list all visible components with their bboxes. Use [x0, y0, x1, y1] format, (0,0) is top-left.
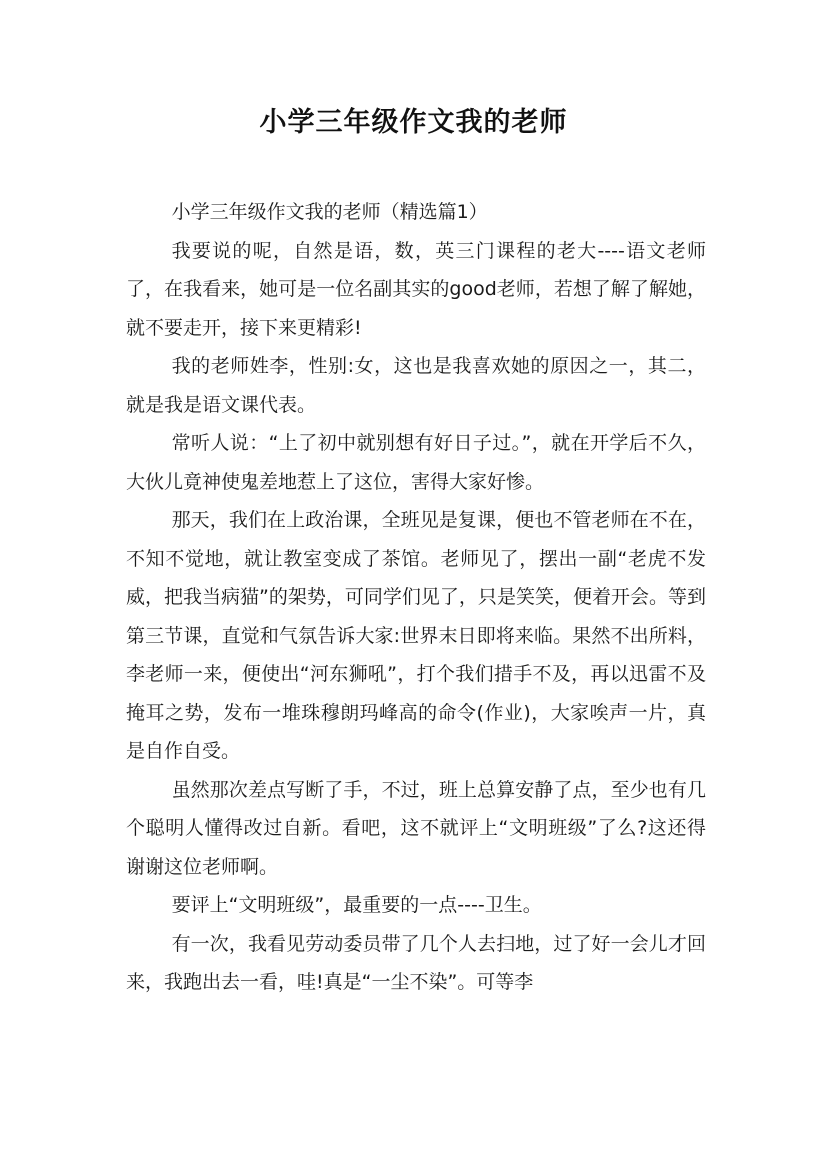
paragraph: 那天，我们在上政治课，全班见是复课，便也不管老师在不在，不知不觉地，就让教室变成了茶馆。老师见了，摆出一副“老虎不发威，把我当病猫”的架势，可同学们见了，只是笑笑，便着开会。等到第三节课，直觉和气氛告诉大家:世界末日即将来临。果然不出所料，李老师一来，便使出“河东狮吼”，打个我们措手不及，再以迅雷不及掩耳之势，发布一堆珠穆朗玛峰高的命令(作业)，大家唉声一片，真是自作自受。 [126, 509, 706, 762]
document-title: 小学三年级作文我的老师 [259, 107, 568, 138]
paragraph: 要评上“文明班级”，最重要的一点----卫生。 [171, 894, 542, 916]
paragraph: 虽然那次差点写断了手，不过，班上总算安静了点，至少也有几个聪明人懂得改过自新。看吧，这不就评上“文明班级”了么?这还得谢谢这位老师啊。 [126, 778, 706, 878]
paragraph-subtitle: 小学三年级作文我的老师（精选篇1） [171, 201, 488, 223]
document-body [126, 193, 706, 1002]
paragraph: 有一次，我看见劳动委员带了几个人去扫地，过了好一会儿才回来，我跑出去一看，哇!真是“一尘不染”。可等李 [126, 932, 706, 993]
paragraph: 我要说的呢，自然是语，数，英三门课程的老大----语文老师了，在我看来，她可是一位名副其实的good老师，若想了解了解她，就不要走开，接下来更精彩! [126, 239, 706, 339]
paragraph: 常听人说：“上了初中就别想有好日子过。”，就在开学后不久，大伙儿竟神使鬼差地惹上了这位，害得大家好惨。 [126, 432, 706, 493]
paragraph: 我的老师姓李，性别:女，这也是我喜欢她的原因之一，其二，就是我是语文课代表。 [126, 355, 706, 416]
